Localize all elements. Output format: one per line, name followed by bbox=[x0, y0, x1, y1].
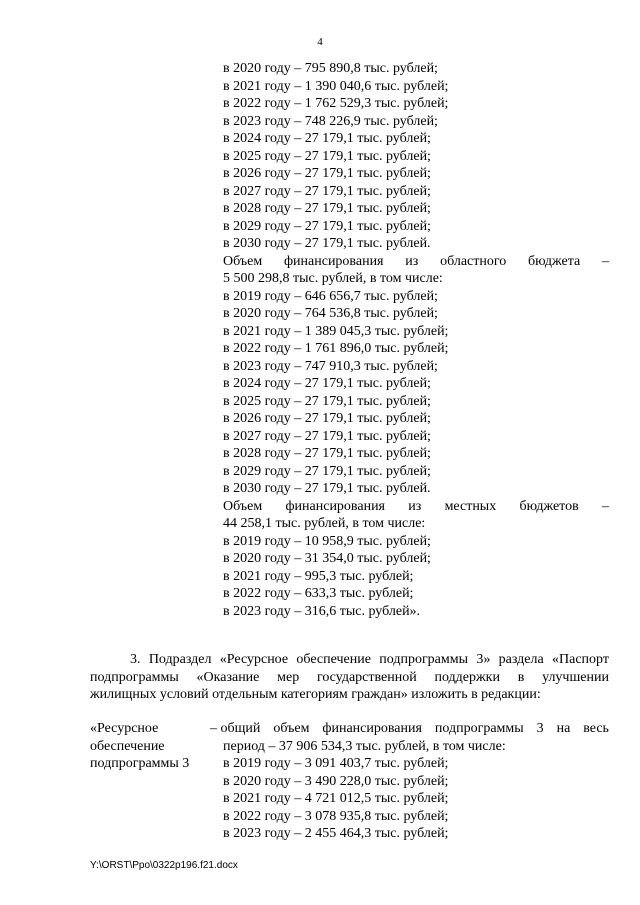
word: Объем bbox=[223, 253, 263, 269]
block1-line: в 2029 году – 27 179,1 тыс. рублей; bbox=[223, 218, 431, 234]
local-heading bbox=[223, 498, 609, 516]
regional-line: в 2019 году – 646 656,7 тыс. рублей; bbox=[223, 288, 438, 304]
word: местных bbox=[444, 498, 497, 514]
word: – bbox=[602, 253, 609, 269]
resource-value: в 2021 году – 4 721 012,5 тыс. рублей; bbox=[223, 791, 449, 806]
block1-line: в 2028 году – 27 179,1 тыс. рублей; bbox=[223, 201, 431, 216]
word: Подраздел bbox=[148, 652, 212, 667]
word: «Паспорт bbox=[552, 652, 609, 667]
word: – общий bbox=[210, 721, 261, 736]
regional-line: в 2020 году – 764 536,8 тыс. рублей; bbox=[223, 306, 438, 321]
resource-label: «Ресурсное bbox=[90, 721, 159, 736]
regional-line: в 2028 году – 27 179,1 тыс. рублей; bbox=[223, 446, 431, 461]
word: финансирования bbox=[285, 498, 385, 514]
word: 3» bbox=[476, 652, 491, 667]
word: подпрограммы bbox=[434, 721, 524, 736]
regional-line: в 2024 году – 27 179,1 тыс. рублей; bbox=[223, 376, 431, 391]
block1-line: в 2020 году – 795 890,8 тыс. рублей; bbox=[223, 61, 438, 76]
word: финансирования bbox=[322, 721, 422, 736]
section3-line1 bbox=[130, 651, 609, 669]
resource-value: в 2020 году – 3 490 228,0 тыс. рублей; bbox=[223, 773, 449, 789]
regional-heading bbox=[223, 253, 609, 271]
word: «Оказание bbox=[196, 669, 260, 685]
regional-total: 5 500 298,8 тыс. рублей, в том числе: bbox=[223, 271, 443, 286]
regional-line: в 2026 году – 27 179,1 тыс. рублей; bbox=[223, 411, 431, 426]
word: «Ресурсное bbox=[219, 652, 289, 667]
regional-line: в 2025 году – 27 179,1 тыс. рублей; bbox=[223, 393, 431, 409]
block1-line: в 2026 году – 27 179,1 тыс. рублей; bbox=[223, 166, 431, 181]
resource-label: подпрограммы 3 bbox=[90, 756, 190, 771]
block1-line: в 2030 году – 27 179,1 тыс. рублей. bbox=[223, 236, 431, 251]
word: областного bbox=[440, 253, 507, 269]
word: из bbox=[405, 253, 419, 269]
word: обеспечение bbox=[296, 652, 371, 667]
word: – bbox=[602, 498, 609, 514]
local-line: в 2021 году – 995,3 тыс. рублей; bbox=[223, 568, 414, 584]
block1-line: в 2027 году – 27 179,1 тыс. рублей; bbox=[223, 183, 431, 199]
page-number: 4 bbox=[317, 36, 323, 48]
block1-line: в 2022 году – 1 762 529,3 тыс. рублей; bbox=[223, 96, 449, 111]
resource-label: обеспечение bbox=[90, 738, 165, 754]
resource-value-line1 bbox=[210, 720, 609, 738]
block1-line: в 2021 году – 1 390 040,6 тыс. рублей; bbox=[223, 78, 449, 94]
word: весь bbox=[583, 721, 609, 736]
local-line: в 2019 году – 10 958,9 тыс. рублей; bbox=[223, 533, 431, 549]
regional-line: в 2021 году – 1 389 045,3 тыс. рублей; bbox=[223, 323, 449, 339]
block1-line: в 2025 году – 27 179,1 тыс. рублей; bbox=[223, 148, 431, 164]
local-line: в 2023 году – 316,6 тыс. рублей». bbox=[223, 603, 421, 619]
block1-line: в 2023 году – 748 226,9 тыс. рублей; bbox=[223, 113, 438, 129]
block1-line: в 2024 году – 27 179,1 тыс. рублей; bbox=[223, 131, 431, 146]
footer-file-path: Y:\ORST\Ppo\0322p196.f21.docx bbox=[90, 860, 238, 871]
word: 3 bbox=[536, 721, 544, 736]
regional-line: в 2022 году – 1 761 896,0 тыс. рублей; bbox=[223, 341, 449, 356]
word: на bbox=[556, 721, 571, 736]
word: улучшении bbox=[542, 669, 609, 685]
section3-line3: жилищных условий отдельным категориям граждан» изложить в редакции: bbox=[90, 687, 541, 702]
resource-value: в 2023 году – 2 455 464,3 тыс. рублей; bbox=[223, 826, 449, 841]
word: мер bbox=[277, 669, 300, 685]
word: подпрограммы bbox=[379, 652, 469, 667]
resource-value: в 2022 году – 3 078 935,8 тыс. рублей; bbox=[223, 808, 449, 824]
local-line: в 2020 году – 31 354,0 тыс. рублей; bbox=[223, 551, 431, 566]
word: бюджетов bbox=[519, 498, 579, 514]
regional-line: в 2023 году – 747 910,3 тыс. рублей; bbox=[223, 358, 438, 374]
regional-line: в 2029 году – 27 179,1 тыс. рублей; bbox=[223, 463, 431, 479]
word: поддержки bbox=[434, 669, 500, 685]
section3-line2 bbox=[90, 669, 609, 687]
regional-line: в 2030 году – 27 179,1 тыс. рублей. bbox=[223, 481, 431, 496]
word: государственной bbox=[316, 669, 417, 685]
word: подпрограммы bbox=[90, 669, 179, 685]
word: финансирования bbox=[283, 253, 384, 269]
word: в bbox=[517, 669, 525, 685]
word: бюджета bbox=[528, 253, 581, 269]
word: раздела bbox=[498, 652, 544, 667]
resource-value: в 2019 году – 3 091 403,7 тыс. рублей; bbox=[223, 756, 449, 771]
word: объем bbox=[273, 721, 310, 736]
regional-line: в 2027 году – 27 179,1 тыс. рублей; bbox=[223, 428, 431, 444]
word: из bbox=[408, 498, 422, 514]
local-line: в 2022 году – 633,3 тыс. рублей; bbox=[223, 586, 414, 601]
resource-value: период – 37 906 534,3 тыс. рублей, в том числе: bbox=[223, 738, 506, 754]
local-total: 44 258,1 тыс. рублей, в том числе: bbox=[223, 516, 426, 531]
word: 3. bbox=[130, 652, 141, 667]
word: Объем bbox=[223, 498, 263, 514]
